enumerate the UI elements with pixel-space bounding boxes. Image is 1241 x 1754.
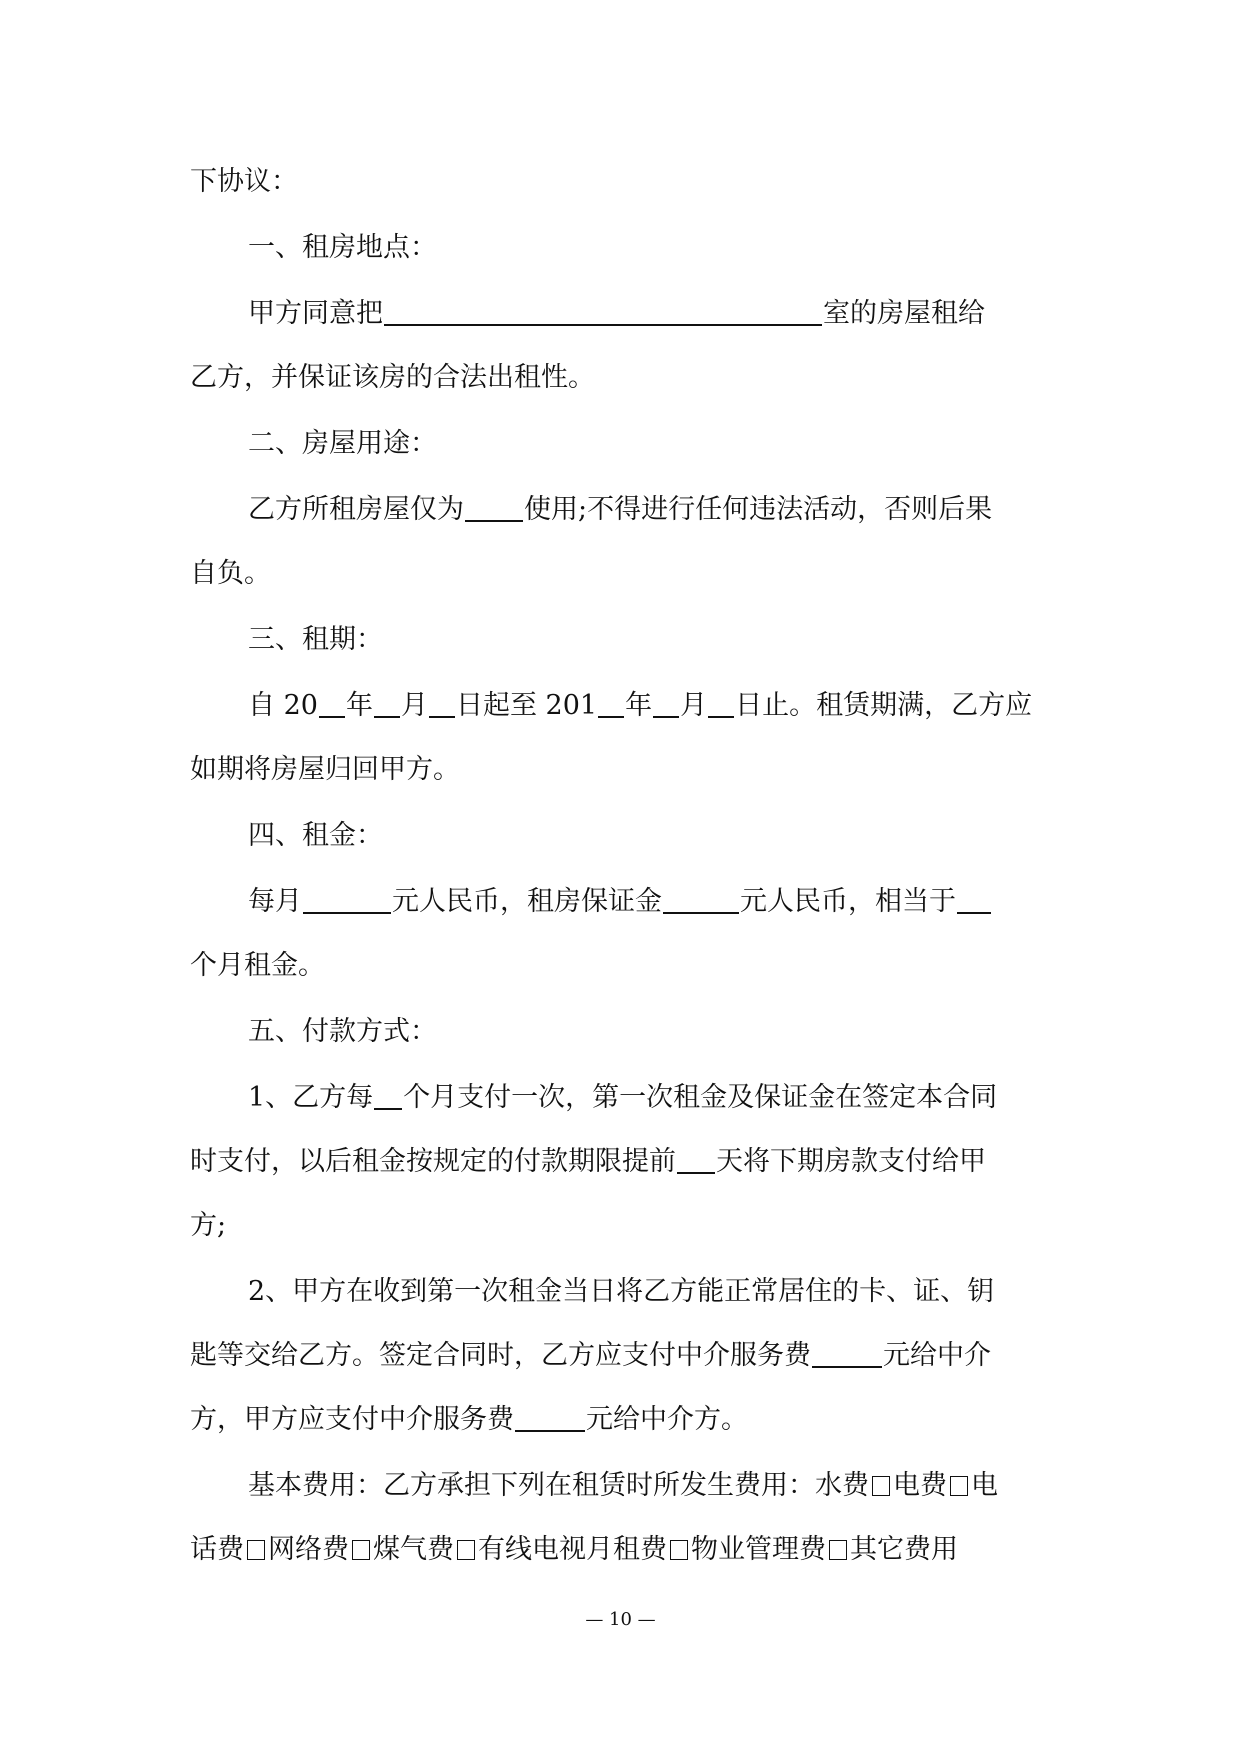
- text: 有线电视月租费: [478, 1534, 667, 1565]
- section-heading-location: [248, 228, 1070, 268]
- checkbox-cable-tv[interactable]: [670, 1540, 688, 1560]
- text-line: [190, 1206, 1070, 1246]
- text-line: [190, 358, 1070, 398]
- text: 元人民币，相当于: [740, 886, 956, 917]
- text: 元人民币，租房保证金: [392, 886, 662, 917]
- text-line: [248, 686, 1070, 726]
- text: 匙等交给乙方。签定合同时，乙方应支付中介服务费: [190, 1340, 811, 1371]
- text: 时支付，以后租金按规定的付款期限提前: [190, 1146, 676, 1177]
- text: 如期将房屋归回甲方。: [190, 754, 460, 785]
- page-number: — 10 —: [585, 1609, 656, 1630]
- text: 每月: [248, 886, 302, 917]
- fill-blank[interactable]: [708, 688, 734, 718]
- text: 天将下期房款支付给甲: [716, 1146, 986, 1177]
- fill-blank[interactable]: [812, 1338, 882, 1368]
- text: 1、乙方每: [248, 1082, 374, 1113]
- text: 乙方，并保证该房的合法出租性。: [190, 362, 595, 393]
- text-line: [248, 1466, 1070, 1506]
- text: 五、付款方式：: [248, 1016, 437, 1047]
- fill-blank[interactable]: [319, 688, 345, 718]
- text: 下协议：: [190, 166, 298, 197]
- text-line: [248, 294, 1070, 334]
- text: 自 20: [248, 690, 318, 721]
- text: 年: [625, 690, 653, 721]
- text-line: [190, 1530, 1070, 1570]
- text: 日起至 201: [455, 690, 598, 721]
- fill-blank[interactable]: [429, 688, 455, 718]
- text: 基本费用：乙方承担下列在租赁时所发生费用：水费: [248, 1470, 869, 1501]
- checkbox-electricity[interactable]: [950, 1476, 968, 1496]
- text: 使用;不得进行任何违法活动，否则后果: [524, 494, 993, 525]
- checkbox-property-mgmt[interactable]: [829, 1540, 847, 1560]
- fill-blank[interactable]: [465, 492, 523, 522]
- section-heading-rent: [248, 816, 1070, 856]
- text-line: [190, 1142, 1070, 1182]
- text: 2、甲方在收到第一次租金当日将乙方能正常居住的卡、证、钥: [248, 1276, 995, 1307]
- section-heading-usage: [248, 424, 1070, 464]
- fill-blank[interactable]: [303, 884, 391, 914]
- fill-blank[interactable]: [515, 1402, 585, 1432]
- text: 其它费用: [850, 1534, 958, 1565]
- fill-blank[interactable]: [598, 688, 624, 718]
- text: 元给中介: [883, 1340, 991, 1371]
- fill-blank[interactable]: [374, 1080, 402, 1110]
- fill-blank[interactable]: [374, 688, 400, 718]
- text: 话费: [190, 1534, 244, 1565]
- text: 元给中介方。: [586, 1404, 748, 1435]
- text: 乙方所租房屋仅为: [248, 494, 464, 525]
- fill-blank[interactable]: [663, 884, 739, 914]
- fill-blank[interactable]: [653, 688, 679, 718]
- text: 网络费: [268, 1534, 349, 1565]
- text-line: [190, 1400, 1070, 1440]
- text: 一、租房地点：: [248, 232, 437, 263]
- text-line: [190, 946, 1070, 986]
- text: 煤气费: [373, 1534, 454, 1565]
- text-line: [248, 1272, 1070, 1312]
- text-line: [190, 162, 1070, 202]
- text: 自负。: [190, 558, 271, 589]
- text: 个月租金。: [190, 950, 325, 981]
- text: 物业管理费: [691, 1534, 826, 1565]
- fill-blank[interactable]: [677, 1144, 715, 1174]
- fill-blank[interactable]: [957, 884, 991, 914]
- text-line: [190, 554, 1070, 594]
- text: 月: [400, 690, 428, 721]
- text: 方，甲方应支付中介服务费: [190, 1404, 514, 1435]
- checkbox-network[interactable]: [352, 1540, 370, 1560]
- text-line: [190, 750, 1070, 790]
- checkbox-phone[interactable]: [247, 1540, 265, 1560]
- text: 室的房屋租给: [823, 298, 985, 329]
- fill-blank[interactable]: [384, 296, 822, 326]
- text-line: [190, 1336, 1070, 1376]
- text: 二、房屋用途：: [248, 428, 437, 459]
- text-line: [248, 490, 1070, 530]
- text: 四、租金：: [248, 820, 383, 851]
- text: 甲方同意把: [248, 298, 383, 329]
- section-heading-payment: [248, 1012, 1070, 1052]
- text-line: [248, 882, 1070, 922]
- checkbox-water[interactable]: [872, 1476, 890, 1496]
- text: 电: [971, 1470, 998, 1501]
- text: 电费: [893, 1470, 947, 1501]
- text: 个月支付一次，第一次租金及保证金在签定本合同: [403, 1082, 998, 1113]
- text: 三、租期：: [248, 624, 383, 655]
- text: 方;: [190, 1210, 227, 1241]
- text: 日止。租赁期满，乙方应: [735, 690, 1033, 721]
- section-heading-term: [248, 620, 1070, 660]
- text: 年: [345, 690, 373, 721]
- checkbox-gas[interactable]: [457, 1540, 475, 1560]
- text-line: [248, 1078, 1070, 1118]
- text: 月: [680, 690, 708, 721]
